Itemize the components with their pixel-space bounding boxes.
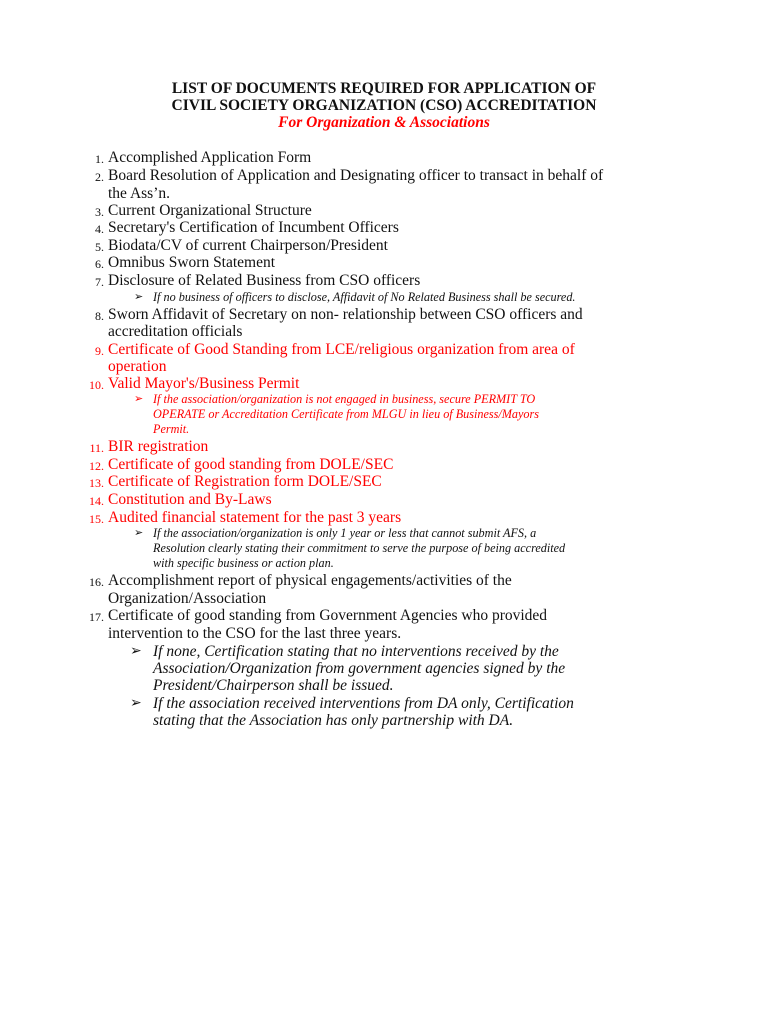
list-item: Board Resolution of Application and Designating officer to transact in behalf of bbox=[108, 167, 604, 184]
list-item: Current Organizational Structure bbox=[108, 202, 312, 219]
sub-note-text: stating that the Association has only partnership with DA. bbox=[153, 712, 514, 729]
list-item: Accomplishment report of physical engagements/activities of the bbox=[108, 572, 512, 589]
list-item: Disclosure of Related Business from CSO officers bbox=[108, 272, 421, 289]
item-number: 2. bbox=[95, 170, 104, 184]
list-item: Sworn Affidavit of Secretary on non- relationship between CSO officers and bbox=[108, 306, 583, 323]
list-item: Omnibus Sworn Statement bbox=[108, 254, 276, 271]
sub-note-text: Resolution clearly stating their commitment to serve the purpose of being accredited bbox=[153, 541, 566, 555]
list-item: Secretary's Certification of Incumbent Officers bbox=[108, 219, 399, 236]
sub-note-text: If the association/organization is only 1 year or less that cannot submit AFS, a bbox=[153, 526, 537, 540]
list-item: Accomplished Application Form bbox=[108, 149, 312, 166]
item-number: 5. bbox=[95, 240, 104, 254]
list-item-continuation: intervention to the CSO for the last three years. bbox=[108, 625, 402, 642]
item-number: 8. bbox=[95, 309, 104, 323]
arrow-bullet-icon: ➢ bbox=[130, 696, 142, 711]
sub-note-text: President/Chairperson shall be issued. bbox=[153, 677, 394, 694]
item-number: 7. bbox=[95, 275, 104, 289]
arrow-bullet-icon: ➢ bbox=[134, 527, 144, 539]
list-item: Certificate of good standing from DOLE/SEC bbox=[108, 456, 394, 473]
arrow-bullet-icon: ➢ bbox=[134, 393, 144, 405]
list-item-continuation: the Ass’n. bbox=[108, 185, 170, 202]
item-number: 6. bbox=[95, 257, 104, 271]
sub-note-text: If no business of officers to disclose, Affidavit of No Related Business shall be secured. bbox=[153, 290, 576, 304]
item-number: 3. bbox=[95, 205, 104, 219]
sub-note-text: Association/Organization from government agencies signed by the bbox=[153, 660, 566, 677]
item-number: 12. bbox=[89, 459, 104, 473]
document-title-line-2: CIVIL SOCIETY ORGANIZATION (CSO) ACCREDITATION bbox=[171, 97, 597, 114]
item-number: 13. bbox=[89, 476, 104, 490]
arrow-bullet-icon: ➢ bbox=[134, 291, 144, 303]
item-number: 15. bbox=[89, 512, 104, 526]
sub-note-text: If the association received interventions from DA only, Certification bbox=[153, 695, 574, 712]
list-item: BIR registration bbox=[108, 438, 209, 455]
item-number: 10. bbox=[89, 378, 104, 392]
sub-note-text: If none, Certification stating that no interventions received by the bbox=[153, 643, 559, 660]
sub-note-text: with specific business or action plan. bbox=[153, 556, 334, 570]
item-number: 4. bbox=[95, 222, 104, 236]
item-number: 1. bbox=[95, 152, 104, 166]
document-subtitle: For Organization & Associations bbox=[278, 114, 490, 131]
document-title-line-1: LIST OF DOCUMENTS REQUIRED FOR APPLICATION OF bbox=[171, 80, 597, 97]
item-number: 11. bbox=[89, 441, 104, 455]
list-item: Certificate of Registration form DOLE/SEC bbox=[108, 473, 382, 490]
list-item: Constitution and By-Laws bbox=[108, 491, 272, 508]
list-item-continuation: accreditation officials bbox=[108, 323, 243, 340]
sub-note-text: If the association/organization is not engaged in business, secure PERMIT TO bbox=[153, 392, 536, 406]
sub-note-text: OPERATE or Accreditation Certificate from MLGU in lieu of Business/Mayors bbox=[153, 407, 540, 421]
item-number: 9. bbox=[95, 344, 104, 358]
list-item: Audited financial statement for the past 3 years bbox=[108, 509, 402, 526]
item-number: 16. bbox=[89, 575, 104, 589]
list-item: Certificate of good standing from Government Agencies who provided bbox=[108, 607, 548, 624]
sub-note-text: Permit. bbox=[153, 422, 190, 436]
arrow-bullet-icon: ➢ bbox=[130, 644, 142, 659]
list-item: Biodata/CV of current Chairperson/President bbox=[108, 237, 388, 254]
item-number: 17. bbox=[89, 610, 104, 624]
list-item-continuation: operation bbox=[108, 358, 167, 375]
list-item: Valid Mayor's/Business Permit bbox=[108, 375, 300, 392]
list-item: Certificate of Good Standing from LCE/religious organization from area of bbox=[108, 341, 575, 358]
list-item-continuation: Organization/Association bbox=[108, 590, 267, 607]
item-number: 14. bbox=[89, 494, 104, 508]
